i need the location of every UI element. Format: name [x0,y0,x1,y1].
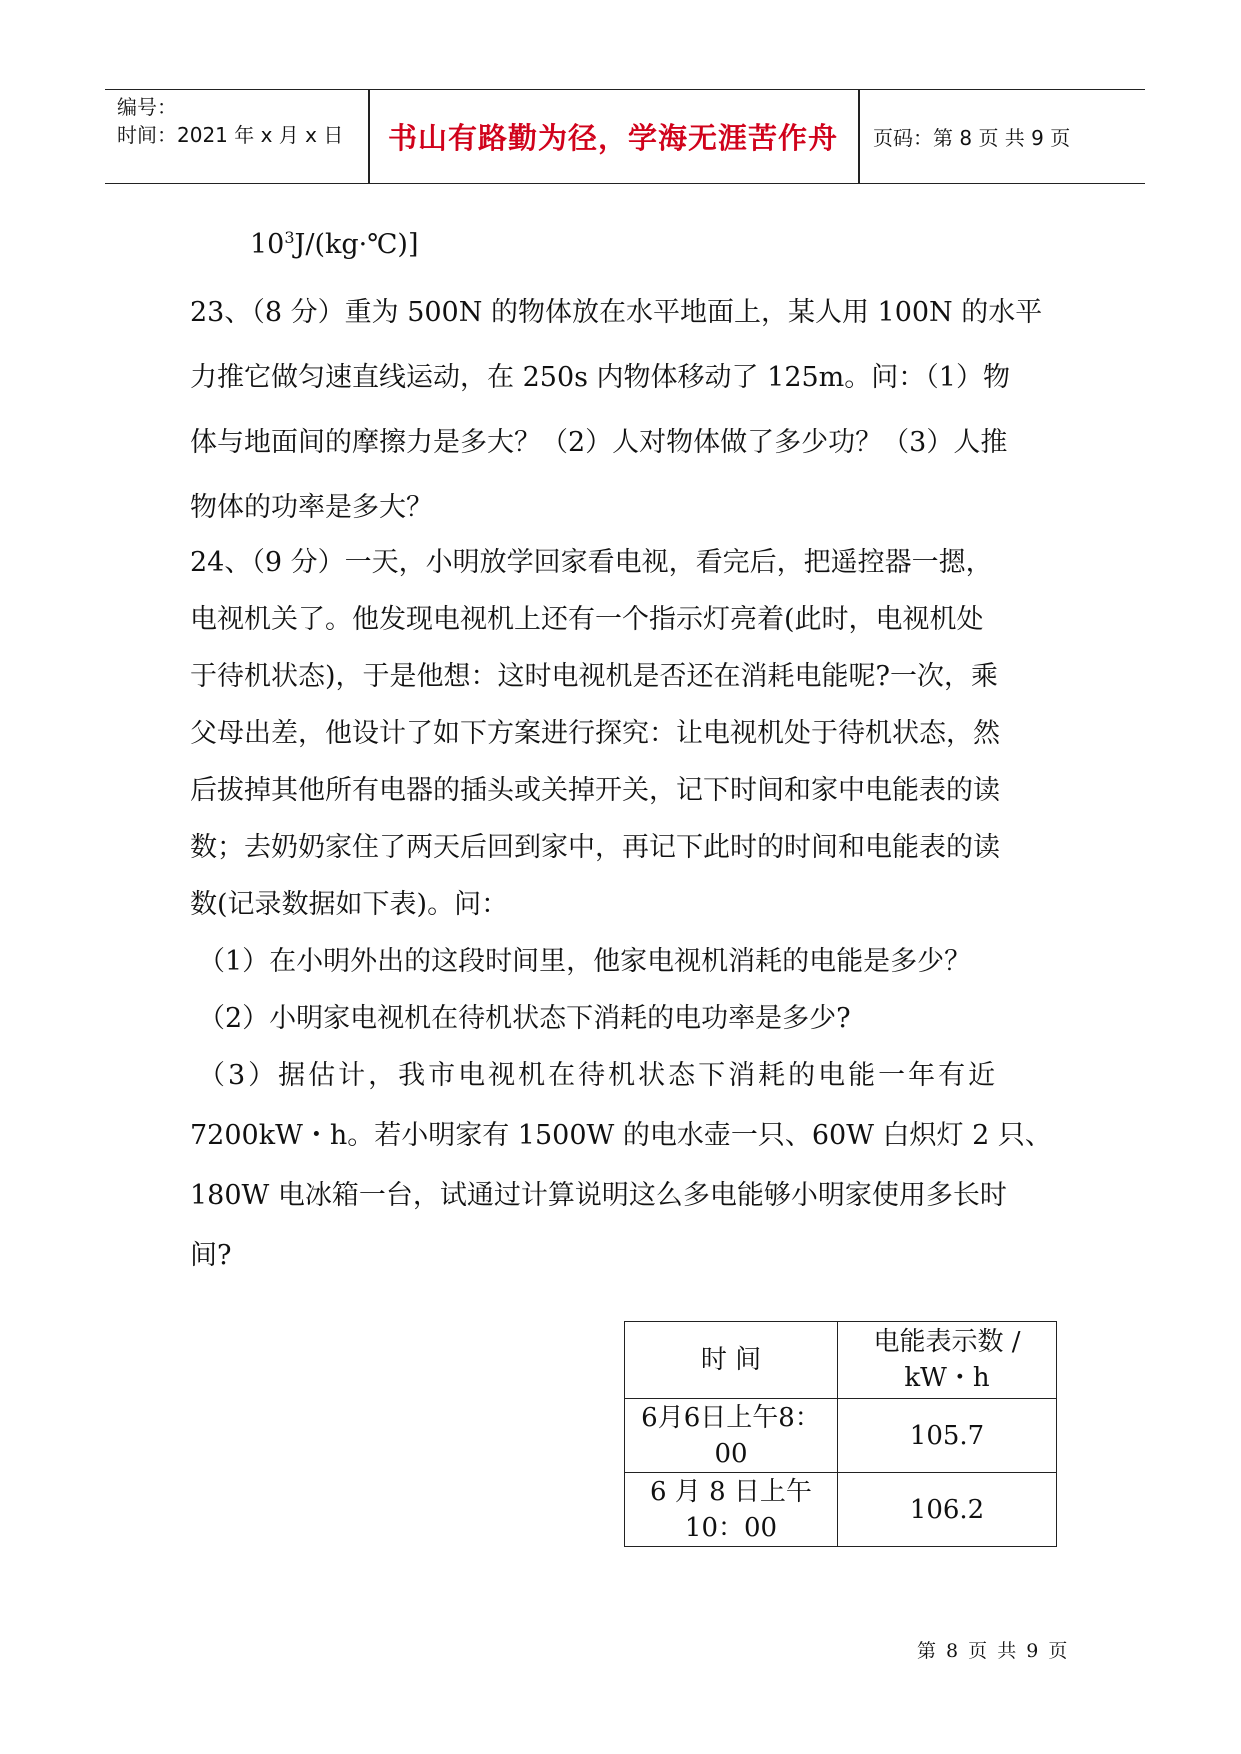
table-row [625,1399,1057,1473]
q24-line-2: 电视机关了。他发现电视机上还有一个指示灯亮着(此时，电视机处 [190,604,984,635]
table-cell-time-line-1: 6 月 8 日上午 [650,1476,812,1507]
table-header-reading-line-2: kW・h [904,1363,990,1393]
header-id-label: 编号： [117,95,177,119]
header-motto: 书山有路勤为径，学海无涯苦作舟 [387,121,838,155]
unit-base: 10 [250,229,285,260]
q23-line-3: 体与地面间的摩擦力是多大？（2）人对物体做了多少功？（3）人推 [190,427,1008,458]
q24-line-7: 数(记录数据如下表)。问： [190,889,509,920]
q24-line-1: 24、（9 分）一天，小明放学回家看电视，看完后，把遥控器一摁， [190,547,993,578]
q24-subquestion-3-line-1: （3）据估计，我市电视机在待机状态下消耗的电能一年有近 [198,1060,999,1091]
page-footer: 第 8 页 共 9 页 [917,1640,1070,1662]
q24-subquestion-1: （1）在小明外出的这段时间里，他家电视机消耗的电能是多少？ [198,946,972,977]
table-header-reading-line-1: 电能表示数 / [873,1327,1021,1357]
header-page-label: 页码：第 8 页 共 9 页 [873,126,1071,150]
table-cell-reading: 106.2 [838,1473,1057,1547]
q24-line-4: 父母出差，他设计了如下方案进行探究：让电视机处于待机状态，然 [190,718,1000,749]
q24-line-5: 后拔掉其他所有电器的插头或关掉开关，记下时间和家中电能表的读 [190,775,1000,806]
unit-exponent: 3 [284,228,295,247]
table-header-reading [838,1322,1057,1399]
table-cell-time-line-2: 00 [714,1438,748,1469]
page-header [105,89,1145,184]
q24-line-6: 数；去奶奶家住了两天后回到家中，再记下此时的时间和电能表的读 [190,832,1000,863]
q24-subquestion-3-line-3: 180W 电冰箱一台，试通过计算说明这么多电能够小明家使用多长时 [190,1180,1007,1211]
header-time-label: 时间：2021 年 x 月 x 日 [117,123,344,147]
q23-line-4: 物体的功率是多大？ [190,492,433,523]
q24-line-3: 于待机状态)，于是他想：这时电视机是否还在消耗电能呢?一次，乘 [190,661,999,692]
q24-subquestion-3-line-4: 间? [190,1240,232,1271]
q24-subquestion-3-line-2: 7200kW・h。若小明家有 1500W 的电水壶一只、60W 白炽灯 2 只、 [190,1120,1052,1151]
table-header-time: 时 间 [625,1322,838,1399]
unit-rest: J/(kg·℃)] [294,229,419,260]
table-header-row [625,1322,1057,1399]
header-divider [858,90,860,183]
table-row [625,1473,1057,1547]
table-cell-time-line-2: 10：00 [684,1512,778,1543]
unit-fragment [250,228,419,260]
q24-subquestion-2: （2）小明家电视机在待机状态下消耗的电功率是多少? [198,1003,851,1034]
table-cell-time [625,1473,838,1547]
table-cell-reading: 105.7 [838,1399,1057,1473]
table-cell-time-line-1: 6月6日上午8： [641,1402,821,1433]
q23-line-2: 力推它做匀速直线运动，在 250s 内物体移动了 125m。问：（1）物 [190,362,1010,393]
header-meta [117,93,343,149]
meter-reading-table [624,1321,1057,1547]
q23-line-1: 23、（8 分）重为 500N 的物体放在水平地面上，某人用 100N 的水平 [190,297,1043,328]
table-cell-time [625,1399,838,1473]
